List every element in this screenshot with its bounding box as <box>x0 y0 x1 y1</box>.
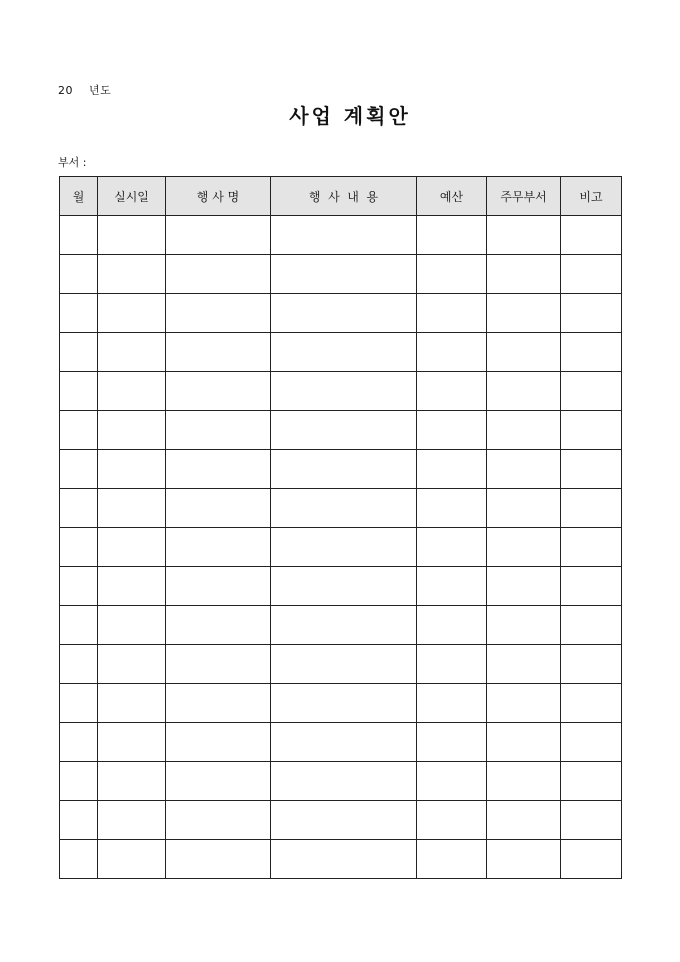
table-row <box>60 333 622 372</box>
table-cell[interactable] <box>166 333 271 372</box>
table-cell[interactable] <box>417 450 487 489</box>
table-cell[interactable] <box>60 645 98 684</box>
table-cell[interactable] <box>561 567 622 606</box>
table-cell[interactable] <box>271 294 417 333</box>
table-cell[interactable] <box>561 411 622 450</box>
table-cell[interactable] <box>417 489 487 528</box>
table-cell[interactable] <box>98 801 166 840</box>
table-cell[interactable] <box>271 216 417 255</box>
table-cell[interactable] <box>417 216 487 255</box>
table-cell[interactable] <box>98 450 166 489</box>
col-header-budget: 예산 <box>417 177 487 216</box>
table-cell[interactable] <box>60 801 98 840</box>
table-cell[interactable] <box>98 723 166 762</box>
table-row <box>60 762 622 801</box>
table-cell[interactable] <box>166 606 271 645</box>
table-cell[interactable] <box>166 567 271 606</box>
table-cell[interactable] <box>417 801 487 840</box>
department-label: 부서 : <box>58 156 87 169</box>
col-header-date: 실시일 <box>98 177 166 216</box>
table-cell[interactable] <box>417 840 487 879</box>
table-cell[interactable] <box>98 294 166 333</box>
table-cell[interactable] <box>417 528 487 567</box>
table-cell[interactable] <box>98 840 166 879</box>
table-cell[interactable] <box>60 684 98 723</box>
table-cell[interactable] <box>271 723 417 762</box>
table-cell[interactable] <box>60 294 98 333</box>
table-cell[interactable] <box>271 333 417 372</box>
table-cell[interactable] <box>487 645 561 684</box>
table-cell[interactable] <box>487 840 561 879</box>
table-cell[interactable] <box>417 411 487 450</box>
table-cell[interactable] <box>271 528 417 567</box>
col-header-department: 주무부서 <box>487 177 561 216</box>
table-cell[interactable] <box>417 645 487 684</box>
table-cell[interactable] <box>98 216 166 255</box>
table-cell[interactable] <box>271 840 417 879</box>
table-cell[interactable] <box>166 684 271 723</box>
table-cell[interactable] <box>166 294 271 333</box>
table-cell[interactable] <box>561 723 622 762</box>
table-cell[interactable] <box>417 567 487 606</box>
table-cell[interactable] <box>60 489 98 528</box>
table-cell[interactable] <box>98 684 166 723</box>
table-cell[interactable] <box>487 450 561 489</box>
table-row <box>60 645 622 684</box>
table-cell[interactable] <box>561 333 622 372</box>
year-prefix: 20 <box>58 84 73 97</box>
table-cell[interactable] <box>271 684 417 723</box>
table-row <box>60 723 622 762</box>
table-cell[interactable] <box>166 450 271 489</box>
table-cell[interactable] <box>98 255 166 294</box>
table-row <box>60 489 622 528</box>
table-cell[interactable] <box>60 762 98 801</box>
table-cell[interactable] <box>487 567 561 606</box>
table-cell[interactable] <box>561 840 622 879</box>
table-cell[interactable] <box>98 762 166 801</box>
table-cell[interactable] <box>98 528 166 567</box>
table-cell[interactable] <box>487 606 561 645</box>
table-cell[interactable] <box>166 489 271 528</box>
col-header-remarks: 비고 <box>561 177 622 216</box>
table-cell[interactable] <box>166 255 271 294</box>
table-cell[interactable] <box>561 255 622 294</box>
table-cell[interactable] <box>417 333 487 372</box>
table-cell[interactable] <box>561 645 622 684</box>
table-cell[interactable] <box>166 801 271 840</box>
table-cell[interactable] <box>271 762 417 801</box>
table-cell[interactable] <box>271 450 417 489</box>
col-header-event-name: 행 사 명 <box>166 177 271 216</box>
table-row <box>60 801 622 840</box>
table-row <box>60 372 622 411</box>
table-cell[interactable] <box>271 255 417 294</box>
table-cell[interactable] <box>271 411 417 450</box>
table-cell[interactable] <box>166 723 271 762</box>
table-cell[interactable] <box>487 333 561 372</box>
table-cell[interactable] <box>487 294 561 333</box>
table-cell[interactable] <box>60 216 98 255</box>
table-cell[interactable] <box>417 762 487 801</box>
table-cell[interactable] <box>487 528 561 567</box>
table-cell[interactable] <box>166 762 271 801</box>
table-cell[interactable] <box>271 645 417 684</box>
table-cell[interactable] <box>561 372 622 411</box>
table-cell[interactable] <box>487 489 561 528</box>
table-cell[interactable] <box>271 801 417 840</box>
year-suffix: 년도 <box>89 84 112 97</box>
table-cell[interactable] <box>60 411 98 450</box>
table-row <box>60 528 622 567</box>
table-cell[interactable] <box>271 567 417 606</box>
table-cell[interactable] <box>417 684 487 723</box>
table-cell[interactable] <box>487 372 561 411</box>
page-title: 사업 계획안 <box>289 104 411 128</box>
table-cell[interactable] <box>98 645 166 684</box>
table-cell[interactable] <box>60 333 98 372</box>
col-header-event-content: 행 사 내 용 <box>271 177 417 216</box>
table-row <box>60 255 622 294</box>
table-cell[interactable] <box>561 528 622 567</box>
fiscal-year-line <box>58 82 111 98</box>
table-cell[interactable] <box>166 528 271 567</box>
table-cell[interactable] <box>271 606 417 645</box>
table-cell[interactable] <box>417 723 487 762</box>
table-cell[interactable] <box>487 255 561 294</box>
table-header-row <box>60 177 622 216</box>
table-cell[interactable] <box>561 216 622 255</box>
table-row <box>60 450 622 489</box>
table-cell[interactable] <box>60 450 98 489</box>
table-row <box>60 294 622 333</box>
table-row <box>60 567 622 606</box>
table-cell[interactable] <box>417 255 487 294</box>
table-cell[interactable] <box>60 528 98 567</box>
col-header-month: 월 <box>60 177 98 216</box>
table-cell[interactable] <box>60 840 98 879</box>
table-cell[interactable] <box>487 684 561 723</box>
table-cell[interactable] <box>561 762 622 801</box>
table-body <box>60 216 622 879</box>
table-cell[interactable] <box>417 606 487 645</box>
table-cell[interactable] <box>60 723 98 762</box>
table-cell[interactable] <box>60 606 98 645</box>
table-cell[interactable] <box>60 255 98 294</box>
table-cell[interactable] <box>561 606 622 645</box>
table-cell[interactable] <box>487 723 561 762</box>
table-cell[interactable] <box>561 489 622 528</box>
table-cell[interactable] <box>98 606 166 645</box>
table-cell[interactable] <box>166 840 271 879</box>
table-cell[interactable] <box>60 567 98 606</box>
table-cell[interactable] <box>417 294 487 333</box>
table-cell[interactable] <box>561 684 622 723</box>
table-cell[interactable] <box>561 450 622 489</box>
table-row <box>60 606 622 645</box>
table-cell[interactable] <box>98 411 166 450</box>
table-cell[interactable] <box>271 489 417 528</box>
table-cell[interactable] <box>98 372 166 411</box>
business-plan-table <box>59 176 622 879</box>
table-cell[interactable] <box>487 216 561 255</box>
table-cell[interactable] <box>271 372 417 411</box>
table-row <box>60 840 622 879</box>
table-cell[interactable] <box>98 567 166 606</box>
table-cell[interactable] <box>561 294 622 333</box>
table-cell[interactable] <box>561 801 622 840</box>
table-cell[interactable] <box>487 801 561 840</box>
table-cell[interactable] <box>166 372 271 411</box>
table-row <box>60 216 622 255</box>
table-row <box>60 411 622 450</box>
table-cell[interactable] <box>98 489 166 528</box>
table-cell[interactable] <box>417 372 487 411</box>
table-cell[interactable] <box>487 762 561 801</box>
table-cell[interactable] <box>166 411 271 450</box>
table-cell[interactable] <box>60 372 98 411</box>
table-cell[interactable] <box>98 333 166 372</box>
table-cell[interactable] <box>166 645 271 684</box>
table-row <box>60 684 622 723</box>
table-cell[interactable] <box>487 411 561 450</box>
table-cell[interactable] <box>166 216 271 255</box>
